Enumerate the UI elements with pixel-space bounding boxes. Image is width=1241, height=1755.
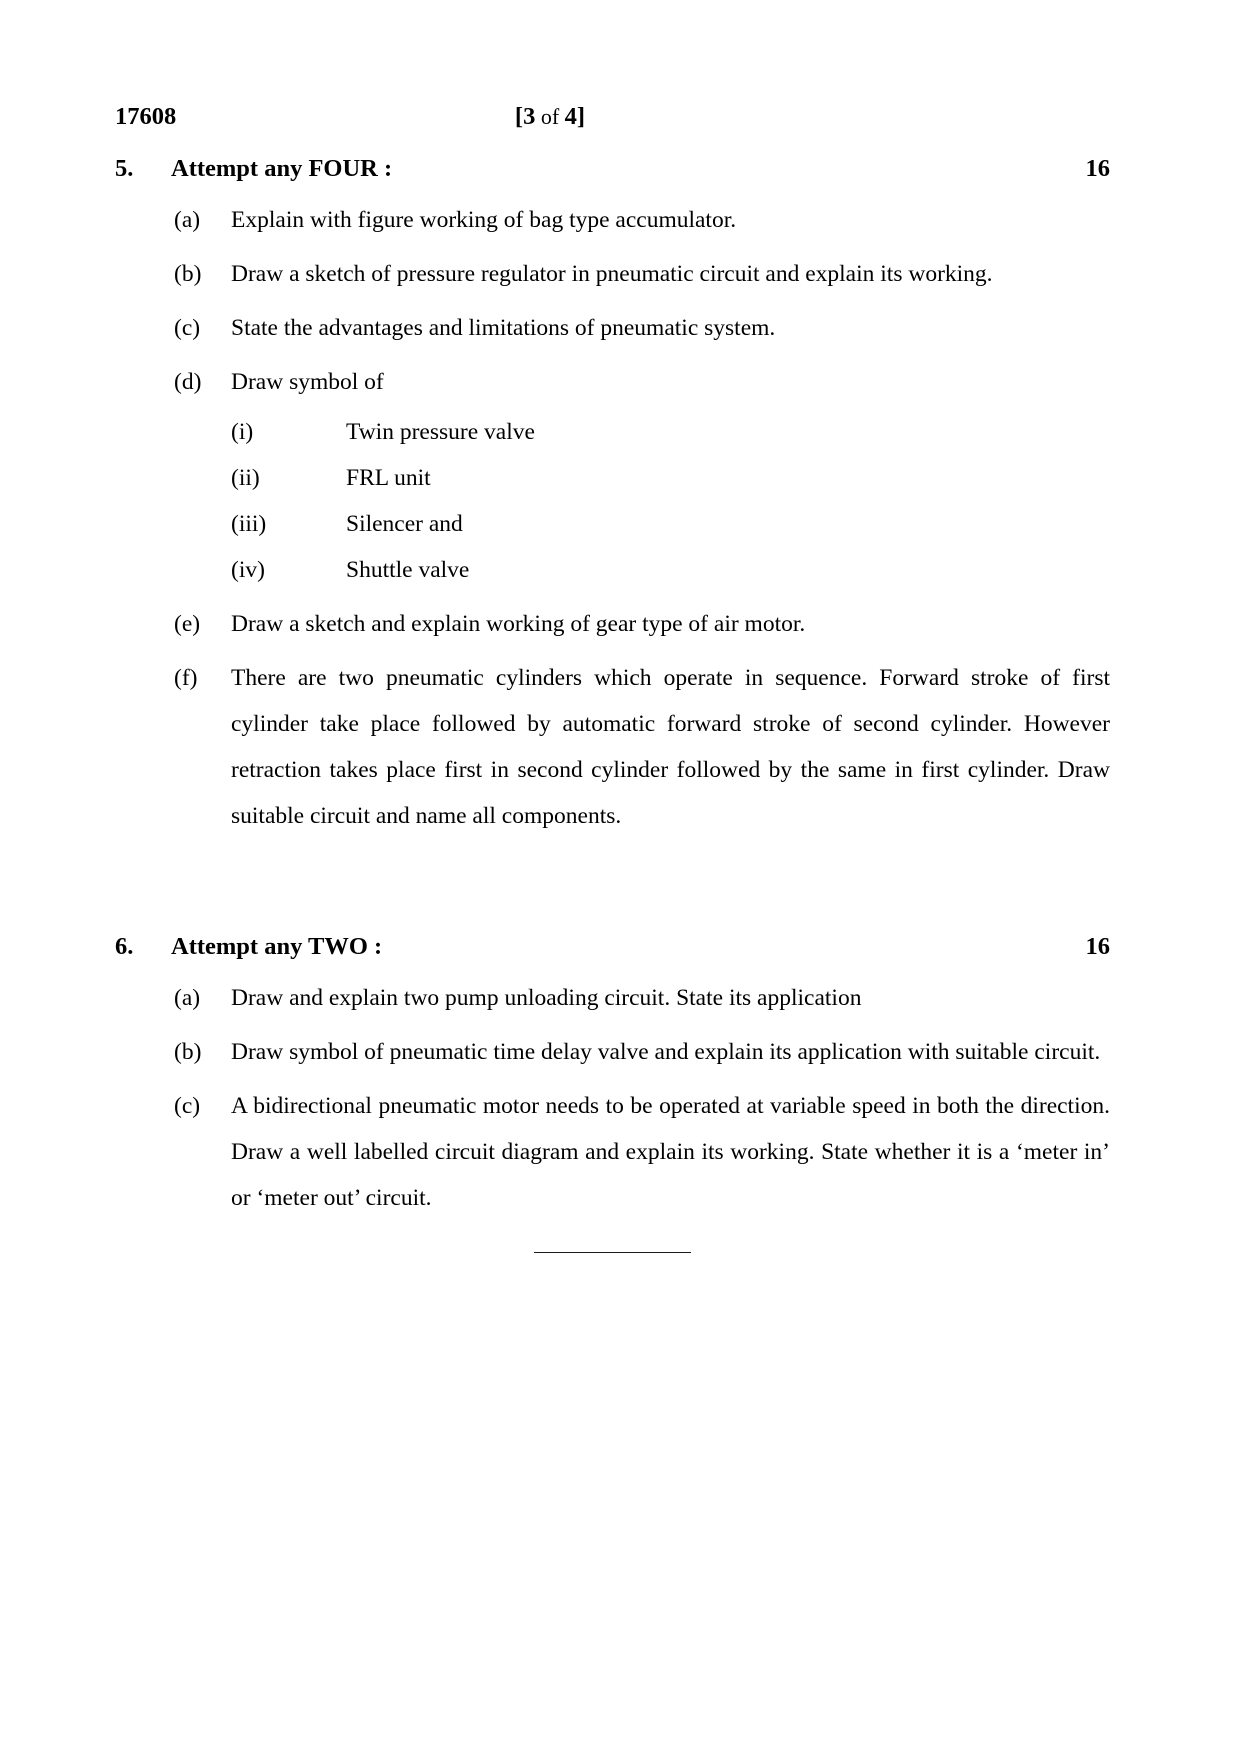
- sub-item-label: (iii): [231, 511, 267, 537]
- question-item: [115, 197, 1110, 243]
- page-content: [115, 100, 1110, 1261]
- section-spacer: [115, 847, 1110, 929]
- item-text: Draw and explain two pump unloading circuit. State its application: [231, 985, 862, 1011]
- item-label: (c): [174, 1093, 201, 1119]
- sub-item-text: Twin pressure valve: [346, 419, 535, 445]
- item-label: (f): [174, 665, 198, 691]
- sub-item: [231, 455, 1110, 501]
- question-number-6: 6.: [115, 933, 134, 960]
- sub-item-text: Silencer and: [346, 511, 463, 537]
- item-sublist: [231, 409, 1110, 593]
- sub-item: [231, 547, 1110, 593]
- sub-item-text: Shuttle valve: [346, 557, 470, 583]
- item-label: (a): [174, 207, 201, 233]
- paper-code: 17608: [115, 103, 177, 130]
- item-text: Draw symbol of pneumatic time delay valve and explain its application with suitable circuit.: [231, 1039, 1101, 1065]
- question-item: [115, 251, 1110, 297]
- sub-item-label: (i): [231, 419, 254, 445]
- question-heading-6: [115, 929, 1110, 965]
- item-text: Draw symbol of: [231, 369, 384, 395]
- page-header: [115, 100, 1110, 134]
- question-item: [115, 1083, 1110, 1221]
- question-title-6: Attempt any TWO :: [171, 933, 383, 960]
- item-label: (c): [174, 315, 201, 341]
- item-label: (d): [174, 369, 202, 395]
- item-text: Explain with figure working of bag type accumulator.: [231, 207, 737, 233]
- question-item: [115, 601, 1110, 647]
- sub-item: [231, 409, 1110, 455]
- item-label: (b): [174, 1039, 202, 1065]
- item-label: (e): [174, 611, 201, 637]
- question-item: [115, 359, 1110, 593]
- question-heading-5: [115, 151, 1110, 187]
- question-item: [115, 655, 1110, 839]
- item-text: State the advantages and limitations of pneumatic system.: [231, 315, 776, 341]
- question-item: [115, 305, 1110, 351]
- question-marks-5: 16: [1085, 155, 1110, 182]
- end-of-paper-rule: [534, 1252, 691, 1253]
- item-text: Draw a sketch and explain working of gear type of air motor.: [231, 611, 806, 637]
- question-item: [115, 975, 1110, 1021]
- question-number-5: 5.: [115, 155, 134, 182]
- page-indicator: [115, 100, 985, 134]
- question-title-5: Attempt any FOUR :: [171, 155, 393, 182]
- sub-item-label: (iv): [231, 557, 265, 583]
- question-item: [115, 1029, 1110, 1075]
- item-text: Draw a sketch of pressure regulator in pneumatic circuit and explain its working.: [231, 261, 993, 287]
- sub-item-label: (ii): [231, 465, 260, 491]
- page-indicator-suffix: 4]: [564, 103, 586, 130]
- page-indicator-of: of: [535, 104, 565, 129]
- item-label: (b): [174, 261, 202, 287]
- item-text: There are two pneumatic cylinders which operate in sequence. Forward stroke of first cylinder take place followed by automatic forward stroke of second cylinder. However retraction takes place first in second cylinder followed by the same in first cylinder. Draw suitable circuit and name all components.: [231, 665, 1110, 829]
- page-indicator-prefix: [3: [514, 103, 536, 130]
- sub-item-text: FRL unit: [346, 465, 431, 491]
- end-of-paper-rule-wrap: [115, 1243, 1110, 1261]
- sub-item: [231, 501, 1110, 547]
- question-marks-6: 16: [1085, 933, 1110, 960]
- item-label: (a): [174, 985, 201, 1011]
- item-text: A bidirectional pneumatic motor needs to be operated at variable speed in both the direction. Draw a well labelled circuit diagram and explain its working. State whether it is a ‘meter in’ or ‘meter out’ circuit.: [231, 1093, 1110, 1211]
